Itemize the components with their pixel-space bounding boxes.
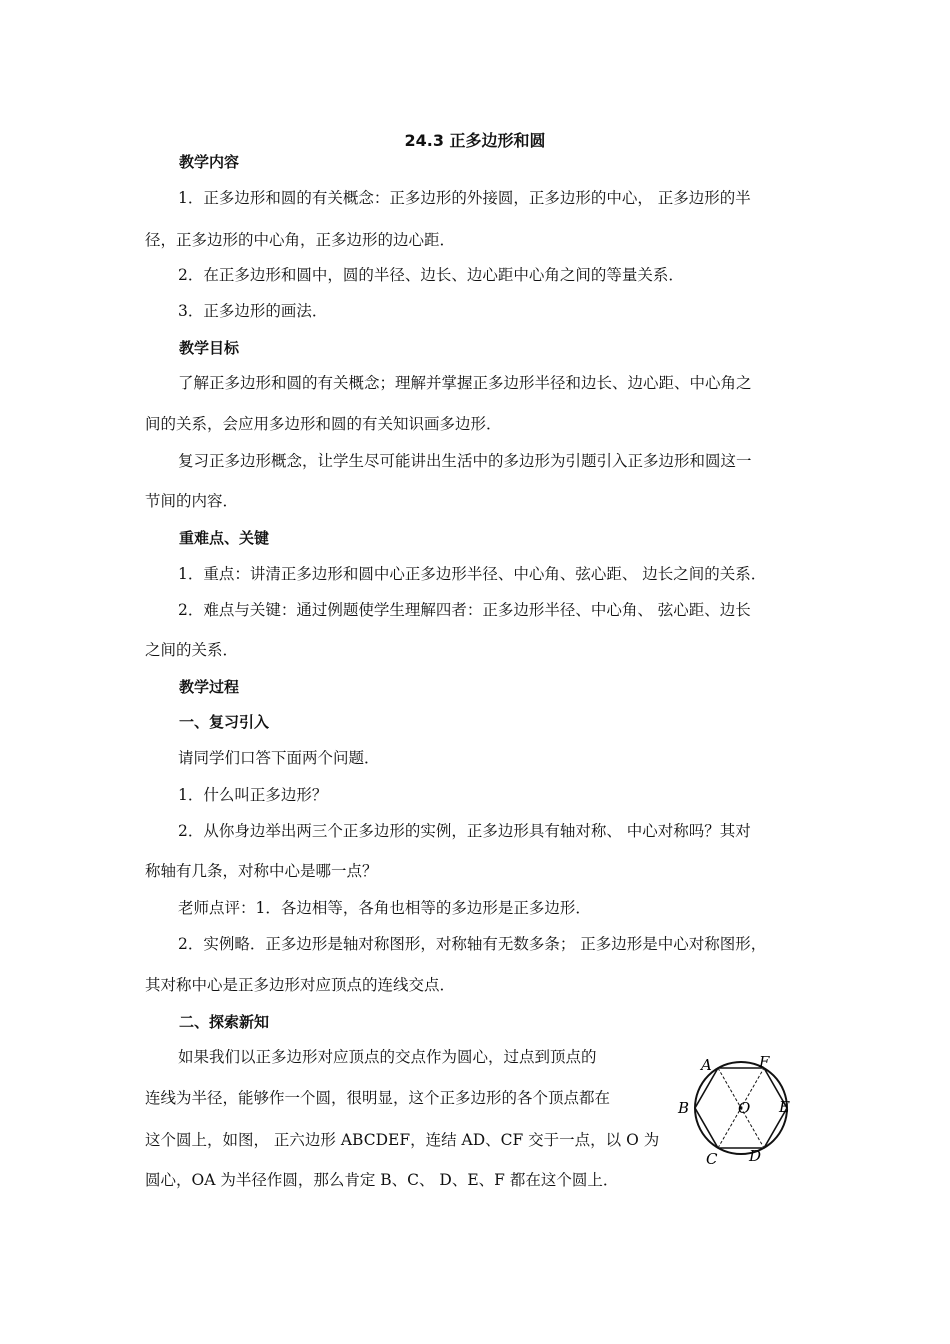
subheading-review: 一、复习引入 [179,713,270,731]
goals-paragraph-2-line-1: 复习正多边形概念，让学生尽可能讲出生活中的多边形为引题引入正多边形和圆这一 [178,452,752,470]
key-point-2-line-1: 2．难点与关键：通过例题使学生理解四者：正多边形半径、中心角、 弦心距、边长 [178,601,751,619]
key-point-2-line-2: 之间的关系． [145,641,239,659]
content-item-1-line-2: 径，正多边形的中心角，正多边形的边心距． [145,231,456,249]
heading-teaching-process: 教学过程 [179,678,240,696]
question-intro: 请同学们口答下面两个问题． [178,749,380,767]
question-1: 1．什么叫正多边形？ [178,786,328,804]
page-title: 24.3 正多边形和圆 [404,131,546,150]
content-item-2: 2．在正多边形和圆中，圆的半径、边长、边心距中心角之间的等量关系． [178,266,684,284]
teacher-comment-2-line-2: 其对称中心是正多边形对应顶点的连线交点． [145,976,456,994]
heading-teaching-goals: 教学目标 [179,339,240,357]
teacher-comment-1: 老师点评：1．各边相等，各角也相等的多边形是正多边形． [178,899,591,917]
question-2-line-1: 2．从你身边举出两三个正多边形的实例，正多边形具有轴对称、 中心对称吗？其对 [178,822,751,840]
hexagon-circle-diagram [675,1048,805,1168]
heading-teaching-content: 教学内容 [179,153,240,171]
goals-paragraph-2-line-2: 节间的内容． [145,492,239,510]
label-c: C [706,1150,718,1168]
explore-line-2: 连线为半径，能够作一个圆，很明显，这个正多边形的各个顶点都在 [145,1089,611,1107]
explore-line-1: 如果我们以正多边形对应顶点的交点作为圆心，过点到顶点的 [178,1048,597,1066]
key-point-1: 1．重点：讲清正多边形和圆中心正多边形半径、中心角、弦心距、 边长之间的关系． [178,565,767,583]
label-a: A [701,1056,712,1074]
content-item-1-line-1: 1．正多边形和圆的有关概念：正多边形的外接圆，正多边形的中心， 正多边形的半 [178,189,751,207]
label-d: D [749,1147,762,1165]
explore-line-4: 圆心，OA 为半径作圆，那么肯定 B、C、 D、E、F 都在这个圆上． [145,1171,619,1189]
subheading-explore: 二、探索新知 [179,1013,270,1031]
label-e: E [779,1098,790,1116]
label-o: O [738,1099,751,1117]
goals-paragraph-1-line-2: 间的关系，会应用多边形和圆的有关知识画多边形． [145,415,502,433]
teacher-comment-2-line-1: 2．实例略．正多边形是轴对称图形，对称轴有无数多条； 正多边形是中心对称图形， [178,935,767,953]
heading-key-points: 重难点、关键 [179,529,270,547]
question-2-line-2: 称轴有几条，对称中心是哪一点？ [145,862,378,880]
hexagon-figure [675,1048,805,1168]
label-b: B [678,1099,690,1117]
content-item-3: 3．正多边形的画法． [178,302,328,320]
goals-paragraph-1-line-1: 了解正多边形和圆的有关概念；理解并掌握正多边形半径和边长、边心距、中心角之 [178,374,752,392]
explore-line-3: 这个圆上，如图， 正六边形 ABCDEF，连结 AD、CF 交于一点，以 O 为 [145,1131,660,1149]
label-f: F [759,1053,770,1071]
